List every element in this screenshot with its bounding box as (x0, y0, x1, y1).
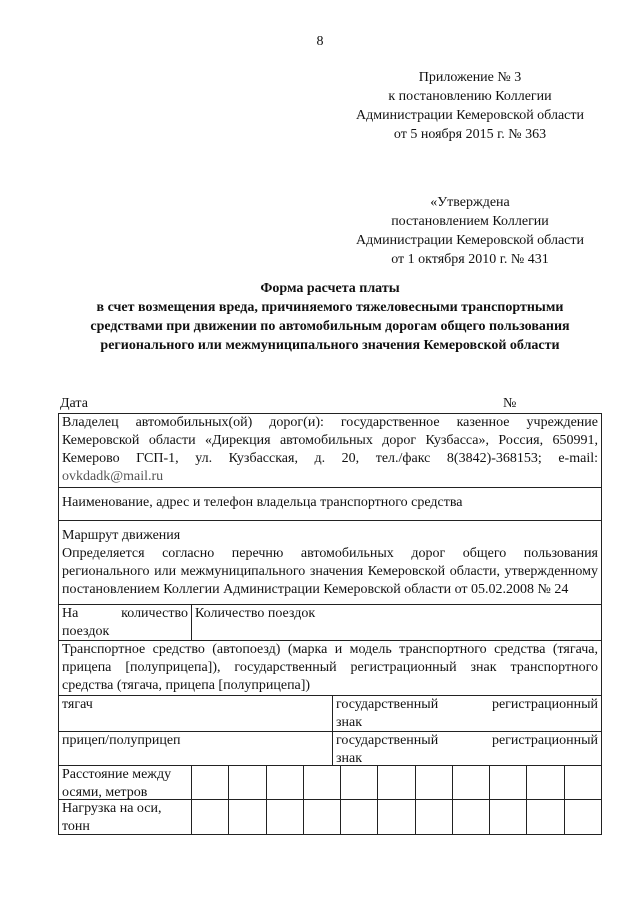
axle-distance-cell[interactable] (565, 766, 601, 799)
axle-load-cell[interactable] (490, 800, 527, 834)
trips-row (58, 605, 602, 641)
approval-line-3: Администрации Кемеровской области (356, 233, 584, 248)
axle-load-cell[interactable] (341, 800, 378, 834)
axle-load-cell[interactable] (267, 800, 304, 834)
route-content (59, 521, 601, 599)
form-title (40, 279, 620, 355)
appendix-header (330, 68, 610, 144)
trailer-reg-sign (333, 732, 601, 765)
approval-line-1: «Утверждена (430, 195, 510, 210)
trailer-reg-a: государственный (336, 733, 439, 748)
route-label: Маршрут движения (62, 528, 181, 543)
approval-header (330, 193, 610, 269)
tractor-reg-sign (333, 696, 601, 731)
vehicle-owner-label: Наименование, адрес и телефон владельца транспортного средства (62, 495, 463, 510)
road-owner-details: Владелец автомобильных(ой) дорог(и): государственное казенное учреждение Кемеровской области «Дирекция автомобильных дорог Кузбасса», Россия, 650991, Кемерово ГСП-1, ул. Кузбасская, д. 20, тел./факс 8(3842)-368153; e-mail: (62, 415, 598, 466)
axle-distance-cell[interactable] (490, 766, 527, 799)
approval-line-2: постановлением Коллегии (391, 214, 549, 229)
tractor-label: тягач (59, 696, 333, 731)
axle-load-label: Нагрузка на оси, тонн (59, 800, 192, 834)
tractor-reg-a: государственный (336, 697, 439, 712)
appendix-line-2: к постановлению Коллегии (388, 89, 552, 104)
approval-line-4: от 1 октября 2010 г. № 431 (391, 252, 549, 267)
vehicle-text: Транспортное средство (автопоезд) (марка и модель транспортного средства (тягача, прицепа [полуприцепа]), государственный регистрационный знак транспортного средства (тягача, прицепа [полуприцепа]) (62, 642, 598, 693)
axle-distance-cell[interactable] (416, 766, 453, 799)
axle-distance-cell[interactable] (341, 766, 378, 799)
axle-load-cell[interactable] (527, 800, 564, 834)
axle-distance-cell[interactable] (304, 766, 341, 799)
title-line-2: в счет возмещения вреда, причиняемого тяжеловесными транспортными (96, 300, 564, 315)
trips-left-cell (59, 605, 192, 640)
appendix-line-1: Приложение № 3 (418, 70, 522, 85)
axle-distance-cell[interactable] (453, 766, 490, 799)
tractor-row (58, 696, 602, 732)
date-label: Дата (60, 396, 88, 411)
axle-load-cell[interactable] (192, 800, 229, 834)
axle-distance-cell[interactable] (267, 766, 304, 799)
axle-distance-cell[interactable] (527, 766, 564, 799)
owner-email: ovkdadk@mail.ru (62, 469, 164, 484)
page-number: 8 (316, 34, 324, 49)
route-section (58, 521, 602, 605)
axle-load-cell[interactable] (304, 800, 341, 834)
appendix-line-3: Администрации Кемеровской области (356, 108, 584, 123)
title-line-3: средствами при движении по автомобильным дорогам общего пользования (90, 319, 570, 334)
tractor-reg-c: знак (336, 715, 363, 730)
axle-distance-cell[interactable] (192, 766, 229, 799)
trailer-reg-c: знак (336, 751, 363, 766)
trips-count-label: Количество поездок (195, 606, 316, 621)
trips-left-a: На (62, 606, 79, 621)
trailer-label: прицеп/полуприцеп (59, 732, 333, 765)
axle-distance-label: Расстояние между осями, метров (59, 766, 192, 799)
trips-left-c: поездок (62, 624, 110, 639)
axle-load-cell[interactable] (416, 800, 453, 834)
axle-load-row (58, 800, 602, 835)
road-owner-text (59, 414, 601, 486)
vehicle-section (58, 641, 602, 696)
trailer-reg-b: регистрационный (491, 733, 598, 748)
tractor-reg-b: регистрационный (491, 697, 598, 712)
axle-load-grid (59, 800, 601, 834)
axle-load-cell[interactable] (453, 800, 490, 834)
axle-load-cell[interactable] (565, 800, 601, 834)
appendix-line-4: от 5 ноября 2015 г. № 363 (393, 127, 547, 142)
axle-distance-grid (59, 766, 601, 799)
route-text: Определяется согласно перечню автомобильных дорог общего пользования регионального или межмуниципального значения Кемеровской области, утвержденному постановлением Коллегии Администрации Кемеровской области от 05.02.2008 № 24 (62, 546, 598, 597)
trailer-reg-line (336, 732, 598, 750)
axle-load-cell[interactable] (229, 800, 266, 834)
title-line-1: Форма расчета платы (260, 281, 400, 296)
title-line-4: регионального или межмуниципального значения Кемеровской области (100, 338, 560, 353)
trips-left-line (62, 605, 188, 623)
trips-left-b: количество (121, 606, 188, 621)
tractor-reg-line (336, 696, 598, 714)
axle-distance-row (58, 766, 602, 800)
number-label: № (503, 396, 517, 411)
axle-distance-cell[interactable] (378, 766, 415, 799)
axle-distance-cell[interactable] (229, 766, 266, 799)
axle-load-cell[interactable] (378, 800, 415, 834)
vehicle-owner-section (58, 488, 602, 521)
trailer-row (58, 732, 602, 766)
road-owner-section (58, 413, 602, 488)
date-number-row (60, 396, 603, 414)
